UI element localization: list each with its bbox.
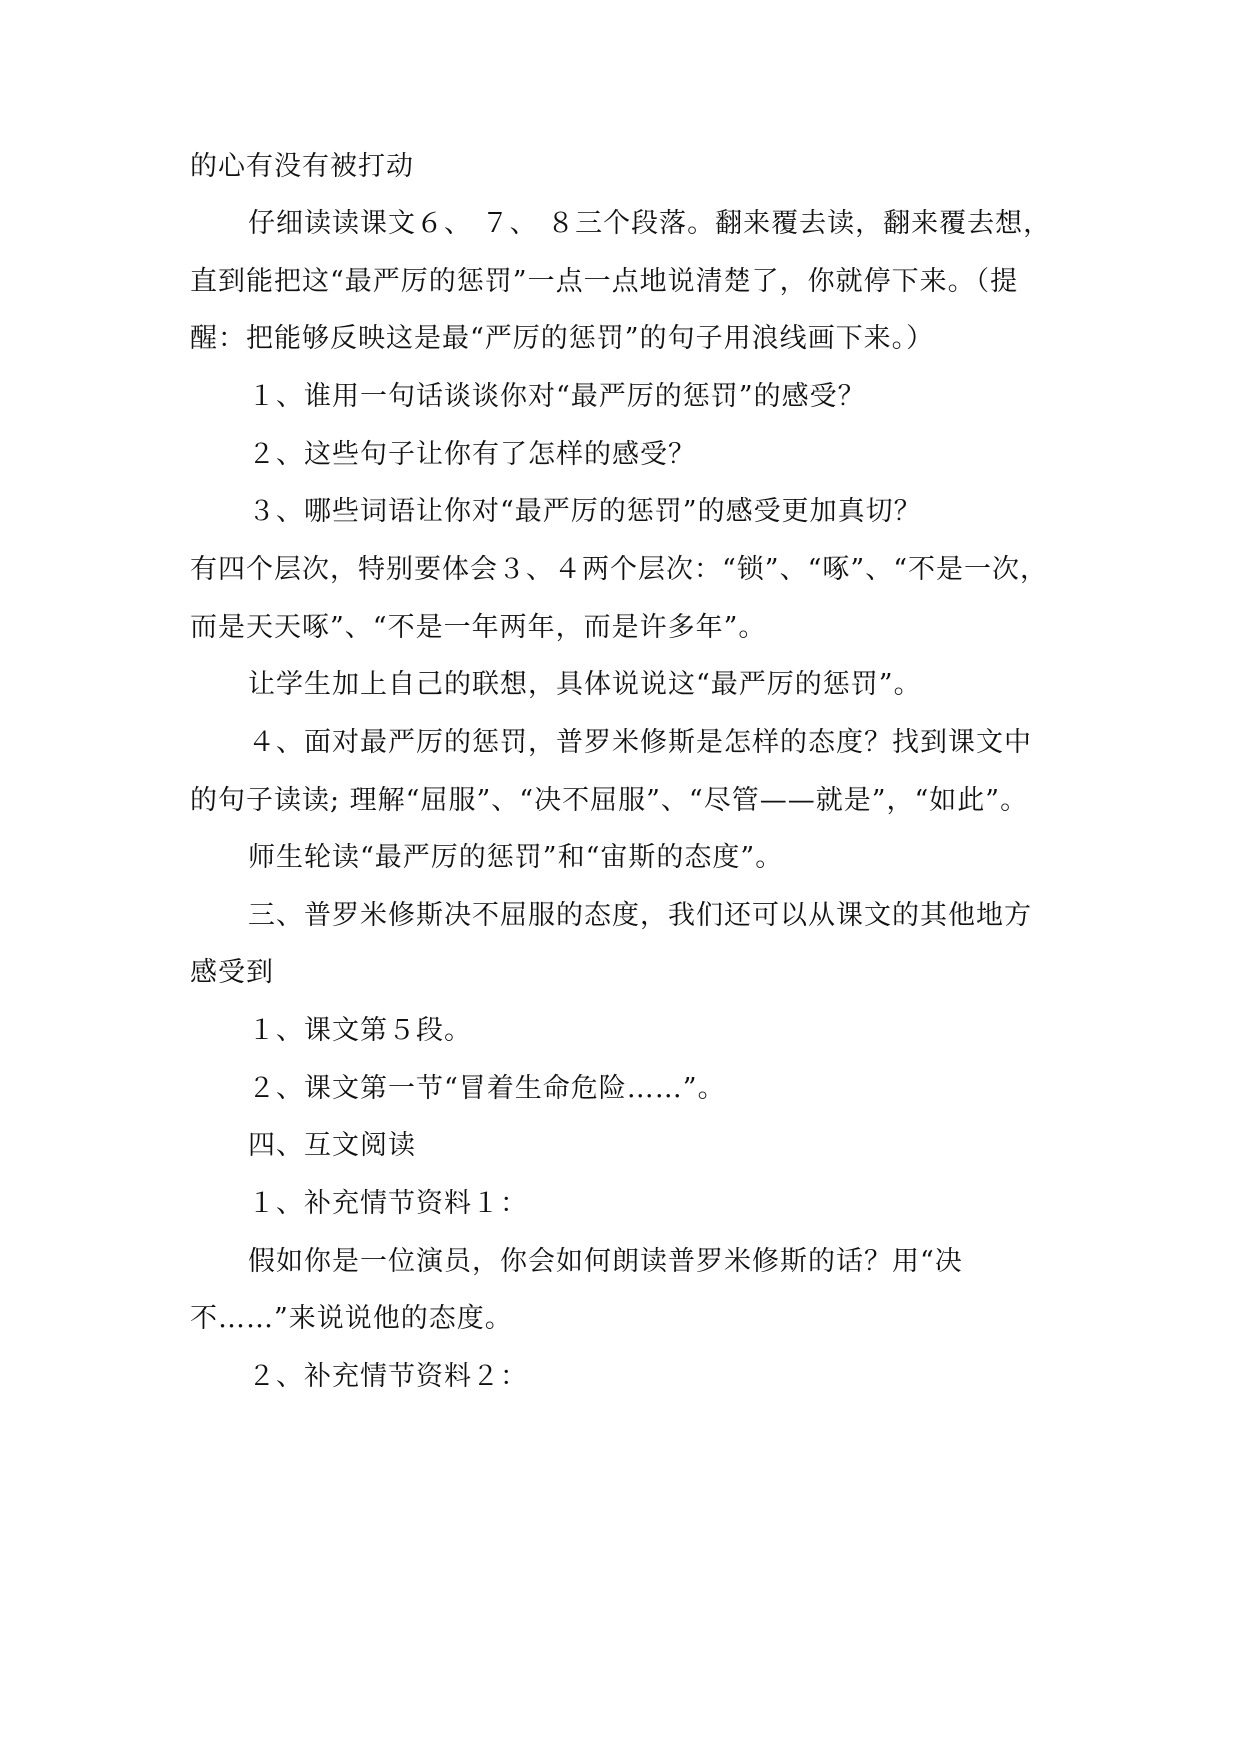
text-line: １、课文第５段。 <box>248 1015 472 1046</box>
text-line: 感受到 <box>190 957 274 988</box>
text-line: 师生轮读“最严厉的惩罚”和“宙斯的态度”。 <box>248 842 784 873</box>
text-line: 不……”来说说他的态度。 <box>190 1303 513 1334</box>
text-line: １、补充情节资料１： <box>248 1188 528 1219</box>
text-line: 让学生加上自己的联想，具体说说这“最严厉的惩罚”。 <box>248 669 922 700</box>
text-line: ４、面对最严厉的惩罚，普罗米修斯是怎样的态度？找到课文中 <box>248 727 1032 758</box>
text-line: 而是天天啄”、“不是一年两年，而是许多年”。 <box>190 612 767 643</box>
text-line: 的心有没有被打动 <box>190 151 414 182</box>
text-line: 三、普罗米修斯决不屈服的态度，我们还可以从课文的其他地方 <box>248 900 1032 931</box>
text-line: ２、补充情节资料２： <box>248 1361 528 1392</box>
text-line: 的句子读读; 理解“屈服”、“决不屈服”、“尽管——就是”，“如此”。 <box>190 785 1029 816</box>
text-line: ３、哪些词语让你对“最严厉的惩罚”的感受更加真切？ <box>248 496 922 527</box>
text-line: 直到能把这“最严厉的惩罚”一点一点地说清楚了，你就停下来。（提 <box>190 266 1019 297</box>
text-line: 四、互文阅读 <box>248 1130 416 1161</box>
text-line: 仔细读读课文６、 ７、 ８三个段落。翻来覆去读，翻来覆去想， <box>248 208 1052 239</box>
text-line: 假如你是一位演员，你会如何朗读普罗米修斯的话？用“决 <box>248 1246 963 1277</box>
text-line: 醒：把能够反映这是最“严厉的惩罚”的句子用浪线画下来。） <box>190 323 935 354</box>
text-line: ２、这些句子让你有了怎样的感受？ <box>248 439 696 470</box>
text-line: 有四个层次，特别要体会３、４两个层次：“锁”、“啄”、“不是一次， <box>190 554 1049 585</box>
text-line: １、谁用一句话谈谈你对“最严厉的惩罚”的感受？ <box>248 381 866 412</box>
text-line: ２、课文第一节“冒着生命危险……”。 <box>248 1073 726 1104</box>
